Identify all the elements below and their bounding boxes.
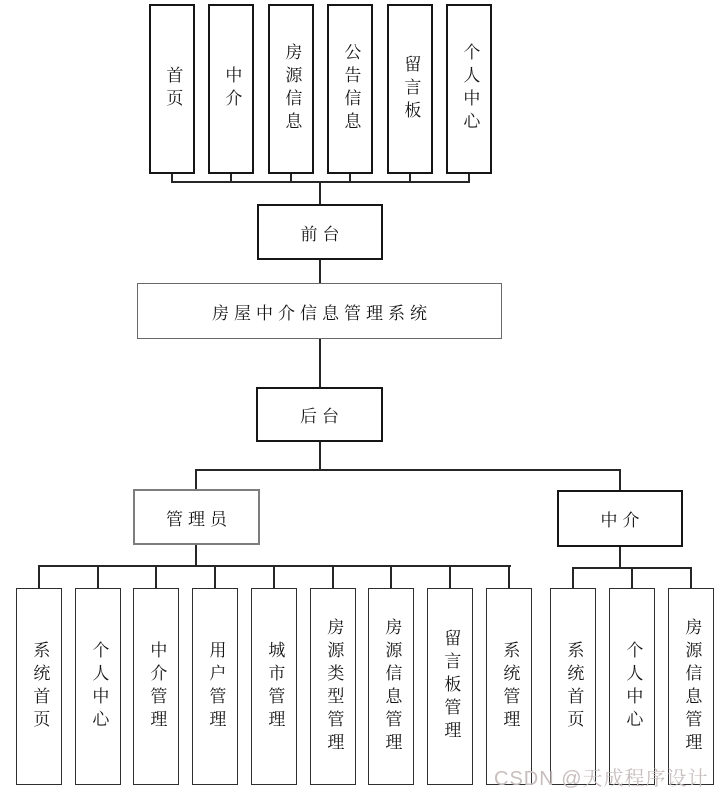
- node-system-title-label: 房屋中介信息管理系统: [212, 303, 432, 323]
- node-admin-personal-center: [75, 588, 121, 785]
- node-admin-agent-mgmt: [133, 588, 179, 785]
- connector-line: [97, 565, 99, 589]
- connector-line: [195, 469, 621, 471]
- node-agent-system-home: [550, 588, 596, 785]
- node-front-home: [149, 4, 195, 174]
- node-admin-listing-type-mgmt: [310, 588, 356, 785]
- node-front-message-board: [387, 4, 433, 174]
- node-system-title: [137, 283, 502, 339]
- node-admin-system-home-label: 系统首页: [30, 640, 50, 733]
- node-admin-user-mgmt: [192, 588, 238, 785]
- connector-line: [319, 338, 321, 388]
- watermark-text: CSDN @天成程序设计: [494, 768, 709, 790]
- node-admin-city-mgmt-label: 城市管理: [265, 640, 285, 733]
- connector-line: [508, 565, 510, 589]
- connector-line: [631, 567, 633, 589]
- node-admin-system-mgmt-label: 系统管理: [500, 640, 520, 733]
- connector-line: [690, 567, 692, 589]
- connector-line: [332, 565, 334, 589]
- node-agent-listing-info-mgmt: [668, 588, 714, 785]
- node-agent-role: [557, 490, 683, 547]
- node-admin-agent-mgmt-label: 中介管理: [147, 640, 167, 733]
- node-admin-message-board-mgmt: [427, 588, 473, 785]
- node-administrator: [133, 489, 260, 545]
- connector-line: [619, 545, 621, 569]
- connector-line: [38, 565, 40, 589]
- connector-line: [449, 565, 451, 589]
- connector-line: [273, 565, 275, 589]
- connector-line: [319, 259, 321, 284]
- node-front-listing-info-label: 房源信息: [282, 43, 302, 135]
- node-admin-listing-info-mgmt-label: 房源信息管理: [382, 617, 402, 756]
- connector-line: [619, 469, 621, 491]
- node-back-end: [256, 387, 383, 442]
- node-administrator-label: 管理员: [166, 509, 232, 529]
- node-admin-personal-center-label: 个人中心: [89, 640, 109, 733]
- connector-line: [155, 565, 157, 589]
- connector-line: [319, 441, 321, 471]
- node-front-home-label: 首页: [163, 66, 183, 112]
- node-front-announcement: [327, 4, 373, 174]
- node-front-message-board-label: 留言板: [401, 54, 421, 124]
- node-admin-listing-type-mgmt-label: 房源类型管理: [324, 617, 344, 756]
- node-front-agent: [208, 4, 254, 174]
- node-admin-listing-info-mgmt: [368, 588, 414, 785]
- node-admin-city-mgmt: [251, 588, 297, 785]
- connector-line: [319, 181, 321, 205]
- node-agent-role-label: 中介: [600, 511, 645, 530]
- connector-line: [195, 544, 197, 567]
- node-admin-system-mgmt: [486, 588, 532, 785]
- node-back-end-label: 后台: [300, 407, 344, 426]
- node-agent-listing-info-mgmt-label: 房源信息管理: [682, 617, 702, 756]
- connector-line: [214, 565, 216, 589]
- node-front-personal-center-label: 个人中心: [460, 43, 480, 135]
- node-admin-message-board-mgmt-label: 留言板管理: [441, 629, 461, 744]
- node-front-desk-label: 前台: [300, 224, 345, 244]
- node-front-desk: [257, 204, 383, 260]
- node-front-announcement-label: 公告信息: [341, 43, 361, 135]
- node-agent-system-home-label: 系统首页: [564, 640, 584, 733]
- node-admin-system-home: [16, 588, 62, 785]
- connector-line: [572, 567, 574, 589]
- node-front-agent-label: 中介: [222, 66, 242, 112]
- connector-line: [390, 565, 392, 589]
- node-front-listing-info: [268, 4, 314, 174]
- connector-line: [195, 469, 197, 491]
- node-agent-personal-center: [609, 588, 655, 785]
- node-agent-personal-center-label: 个人中心: [623, 640, 643, 733]
- node-front-personal-center: [446, 4, 492, 174]
- node-admin-user-mgmt-label: 用户管理: [206, 640, 226, 733]
